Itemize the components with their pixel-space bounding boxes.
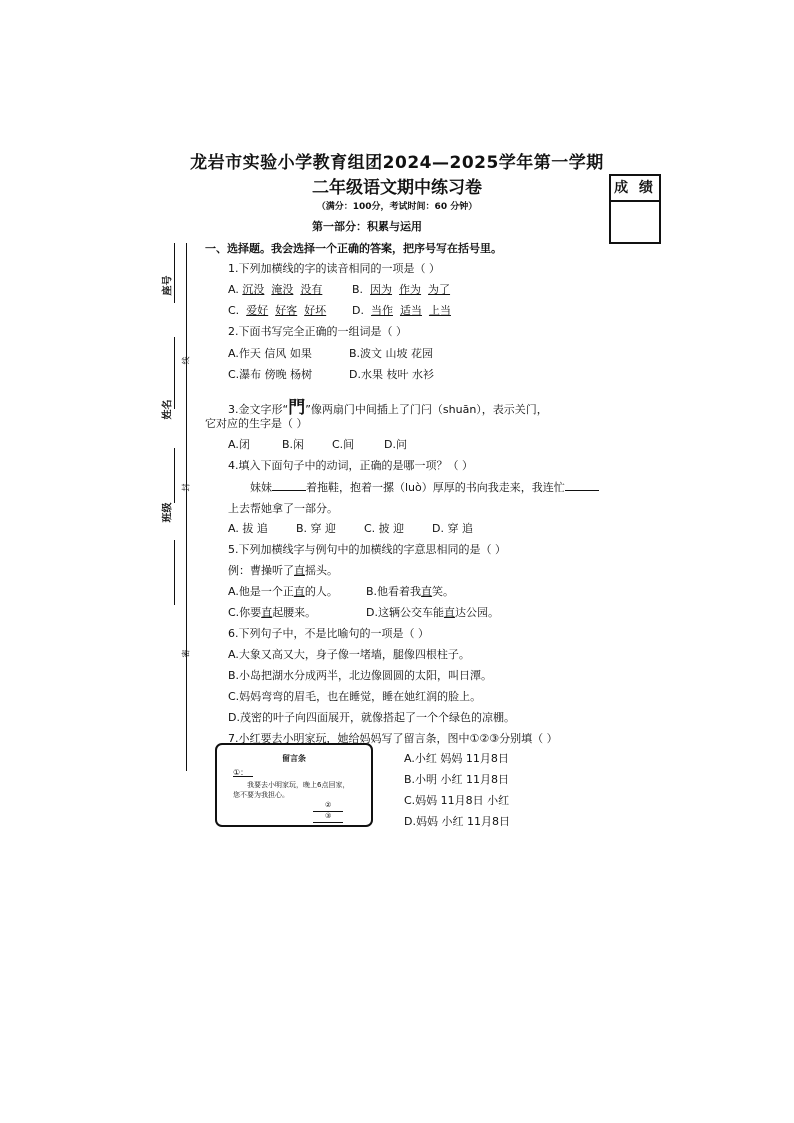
score-label: 成 绩 [611,176,659,202]
note-card-title: 留言条 [282,754,306,763]
binding-line [186,243,187,771]
q1-option-b: B. 因为 作为 为了 [352,283,451,296]
q3-option-a: A.闭 [228,438,250,451]
seal-text-1: 线 [181,356,191,365]
seat-label: 座号 [162,275,174,296]
exam-note: （满分：100分，考试时间：60 分钟） [316,202,478,212]
q4-sentence-cont: 上去帮她拿了一部分。 [228,502,338,515]
q6-option-b: B.小岛把湖水分成两半，北边像圆圆的太阳，叫日潭。 [228,669,493,682]
q3-option-d: D.问 [384,438,407,451]
q4-option-a: A. 拔 追 [228,522,268,535]
q7-option-a: A.小红 妈妈 11月8日 [404,752,509,765]
q3-option-c: C.间 [332,438,355,451]
q5-option-b: B.他看着我直笑。 [366,585,455,598]
note-card-mark-1: ①： [233,768,249,777]
seal-text-3: 密 [181,649,191,658]
q4-sentence: 妹妹 着拖鞋，抱着一摞（luò）厚厚的书向我走来，我连忙 [250,479,599,495]
q3-stem: 3.金文字形“門”像两扇门中间插上了门闩（shuān），表示关门， [228,398,548,418]
q4-option-b: B. 穿 迎 [296,522,337,535]
exam-title: 龙岩市实验小学教育组团2024—2025学年第一学期 [190,153,604,173]
note-card-body-2: 您不要为我担心。 [233,791,289,799]
q5-option-d: D.这辆公交车能直达公园。 [366,606,499,619]
q1-option-a: A. 沉没 淹没 没有 [228,283,323,296]
q7-stem: 7.小红要去小明家玩，她给妈妈写了留言条，图中①②③分别填（ ） [228,732,558,745]
q6-stem: 6.下列句子中，不是比喻句的一项是（ ） [228,627,429,640]
note-card-line-3 [313,822,343,823]
name-underline [174,337,175,409]
class-underline [174,448,175,503]
class-label: 班级 [162,502,174,523]
q5-option-a: A.他是一个正直的人。 [228,585,338,598]
q2-option-d: D.水果 枝叶 水衫 [349,368,434,381]
exam-subtitle: 二年级语文期中练习卷 [312,178,482,198]
q7-option-d: D.妈妈 小红 11月8日 [404,815,510,828]
q2-stem: 2.下面书写完全正确的一组词是（ ） [228,325,407,338]
q7-option-b: B.小明 小红 11月8日 [404,773,510,786]
message-note-card [215,743,373,827]
part-title: 第一部分：积累与运用 [312,220,422,233]
q1-option-c: C. 爱好 好客 好坏 [228,304,327,317]
q3-option-b: B.闲 [282,438,305,451]
q5-example: 例：曹操听了直摇头。 [228,564,338,577]
name-label: 姓名 [162,399,174,420]
note-card-mark-3: ③ [325,812,332,820]
note-card-body-1: 我要去小明家玩，晚上6点回家， [247,781,350,789]
note-card-mark-2: ② [325,801,332,809]
q5-stem: 5.下列加横线字与例句中的加横线的字意思相同的是（ ） [228,543,506,556]
seal-text-2: 封 [181,483,191,492]
q4-blank-2 [565,479,599,491]
q6-option-d: D.茂密的叶子向四面展开，就像搭起了一个个绿色的凉棚。 [228,711,515,724]
note-card-line-1 [233,776,253,777]
q4-option-c: C. 披 迎 [364,522,405,535]
q2-option-b: B.波文 山坡 花园 [349,347,434,360]
q3-stem-cont: 它对应的生字是（ ） [205,417,308,430]
q1-stem: 1.下列加横线的字的读音相同的一项是（ ） [228,262,440,275]
score-box [609,174,661,244]
q6-option-a: A.大象又高又大，身子像一堵墙，腿像四根柱子。 [228,648,470,661]
q5-option-c: C.你要直起腰来。 [228,606,317,619]
q4-option-d: D. 穿 追 [432,522,473,535]
bronze-glyph: 門 [288,398,306,418]
q4-stem: 4.填入下面句子中的动词，正确的是哪一项？（ ） [228,459,473,472]
class-underline-2 [174,540,175,605]
q4-blank-1 [272,479,306,491]
q2-option-a: A.作天 信风 如果 [228,347,312,360]
q1-option-d: D. 当作 适当 上当 [352,304,451,317]
section-heading: 一、选择题。我会选择一个正确的答案，把序号写在括号里。 [205,242,502,255]
q2-option-c: C.瀑布 傍晚 杨树 [228,368,313,381]
seat-underline [174,243,175,303]
q7-option-c: C.妈妈 11月8日 小红 [404,794,510,807]
q6-option-c: C.妈妈弯弯的眉毛，也在睡觉，睡在她红润的脸上。 [228,690,482,703]
